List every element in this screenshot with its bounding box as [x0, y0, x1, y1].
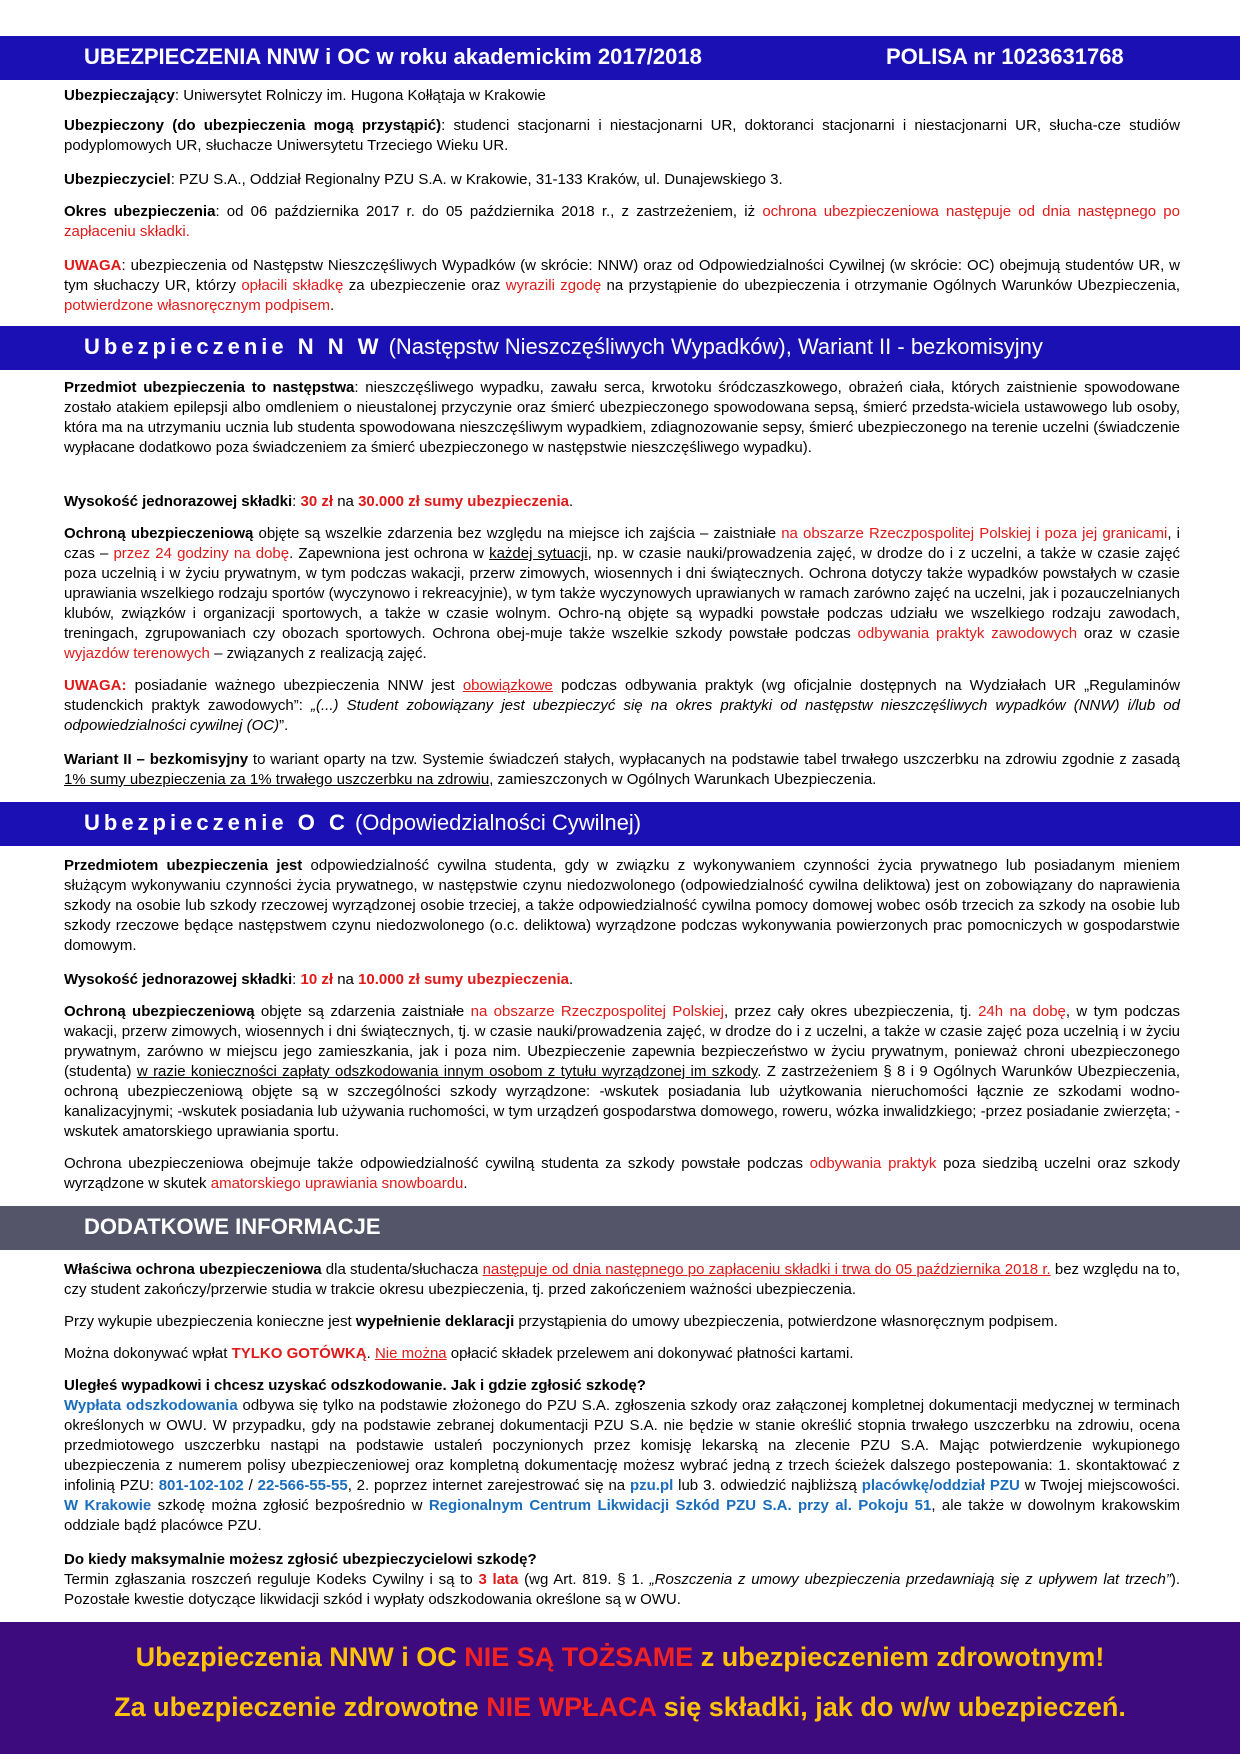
- info-claim-answer: Wypłata odszkodowania odbywa się tylko na podstawie złożonego do PZU S.A. zgłoszenia szkody oraz załączonej kompletnej dokumentacji medycznej w terminach określonych w OWU. W przypadku, gdy na podstawie zebranej dokumentacji PZU S.A. nie będzie w stanie określić stopnia trwałego uszczerbku na zdrowiu, ocena przedmiotowego uszczerbku nastąpi na podstawie ustaleń poczynionych przez komisję lekarską na zlecenie PZU S.A. Mając potwierdzenie wykupionego ubezpieczenia z numerem polisy ubezpieczeniowej oraz kompletną dokumentację możesz wybrać jedną z trzech ścieżek dalszego postepowania: 1. skontaktować z infolinią PZU: 801-102-102 / 22-566-55-55, 2. poprzez internet zarejestrować się na pzu.pl lub 3. odwiedzić najbliższą placówkę/oddział PZU w Twojej miejscowości. W Krakowie szkodę można zgłosić bezpośrednio w Regionalnym Centrum Likwidacji Szkód PZU S.A. przy al. Pokoju 51, ale także w dowolnym krakowskim oddziale bądź placówce PZU.: [64, 1397, 1180, 1534]
- nnw-premium-line: Wysokość jednorazowej składki: 30 zł na 30.000 zł sumy ubezpieczenia.: [64, 493, 574, 510]
- nnw-section-title: Ubezpieczenie N N W (Następstw Nieszczęśliwych Wypadków), Wariant II - bezkomisyjny: [84, 334, 1043, 359]
- insured-paragraph: Ubezpieczony (do ubezpieczenia mogą przystąpić): studenci stacjonarni i niestacjonarni UR, doktoranci stacjonarni i niestacjonarni UR, słucha-cze studiów podyplomowych UR, słuchacze Uniwersytetu Trzeciego Wieku UR.: [64, 117, 1180, 154]
- oc-section-band: [0, 802, 1240, 846]
- document-title: UBEZPIECZENIA NNW i OC w roku akademickim 2017/2018: [84, 44, 702, 69]
- footer-line-2: Za ubezpieczenie zdrowotne NIE WPŁACA się składki, jak do w/w ubezpieczeń.: [114, 1692, 1126, 1722]
- nnw-variant-paragraph: Wariant II – bezkomisyjny to wariant oparty na tzw. Systemie świadczeń stałych, wypłacanych na podstawie tabel trwałego uszczerbku na zdrowiu zgodnie z zasadą 1% sumy ubezpieczenia za 1% trwałego uszczerbku na zdrowiu, zamieszczonych w Ogólnych Warunkach Ubezpieczenia.: [64, 751, 1181, 788]
- info-protection-paragraph: Właściwa ochrona ubezpieczeniowa dla studenta/słuchacza następuje od dnia następnego po zapłaceniu składki i trwa do 05 października 2018 r. bez względu na to, czy student zakończy/przerwie studia w trakcie okresu ubezpieczenia, tj. przed zakończeniem ważności ubezpieczenia.: [64, 1261, 1180, 1298]
- info-section-band: [0, 1206, 1240, 1250]
- insurer-line: Ubezpieczający: Uniwersytet Rolniczy im. Hugona Kołłątaja w Krakowie: [64, 87, 546, 104]
- info-deadline-answer: Termin zgłaszania roszczeń reguluje Kodeks Cywilny i są to 3 lata (wg Art. 819. § 1. „Roszczenia z umowy ubezpieczenia przedawniają się z upływem lat trzech”). Pozostałe kwestie dotyczące likwidacji szkód i wypłaty odszkodowania określone są w OWU.: [64, 1571, 1180, 1608]
- oc-subject-paragraph: Przedmiotem ubezpieczenia jest odpowiedzialność cywilna studenta, gdy w związku z wykonywaniem czynności życia prywatnego lub posiadanym mieniem służącym wykonywaniu czynności życia prywatnego, w następstwie czynu niedozwolonego (odpowiedzialność cywilna deliktowa) jest on zobowiązany do naprawienia szkody na osobie lub szkody rzeczowej wyrządzonej osobie trzeciej, a także odpowiedzialność cywilna pomocy domowej wobec osób trzecich za szkody na osobie lub szkody rzeczowe będące następstwem czynu niedozwolonego (o.c. deliktowa) wyrządzone podczas wykonywania powierzonych prac pomocniczych w gospodarstwie domowym.: [64, 857, 1180, 954]
- info-claim-question: Uległeś wypadkowi i chcesz uzyskać odszkodowanie. Jak i gdzie zgłosić szkodę?: [64, 1377, 646, 1394]
- nnw-coverage-paragraph: Ochroną ubezpieczeniową objęte są wszelkie zdarzenia bez względu na miejsce ich zajścia – zaistniałe na obszarze Rzeczpospolitej Polskiej i poza jej granicami, i czas – przez 24 godziny na dobę. Zapewniona jest ochrona w każdej sytuacji, np. w czasie nauki/prowadzenia zajęć, w drodze do i z uczelni, a także w czasie zajęć poza uczelnią i w życiu prywatnym, w tym podczas wakacji, przerw zimowych, wiosennych i dni świątecznych. Ochrona dotyczy także wypadków powstałych w czasie uprawiania wszelkiego rodzaju sportów (wyczynowo i rekreacyjnie), w tym także wyczynowych uprawianych w ramach zarówno zajęć na uczelni, jak i pozauczelnianych klubów, związków i organizacji sportowych, a także w czasie wolnym. Ochro-ną objęte są wypadki powstałe podczas udziału we wszelkiego rodzaju zawodach, treningach, zgrupowaniach czy obozach sportowych. Ochrona obej-muje także wszelkie szkody powstałe podczas odbywania praktyk zawodowych oraz w czasie wyjazdów terenowych – związanych z realizacją zajęć.: [64, 525, 1180, 662]
- info-section-title: DODATKOWE INFORMACJE: [84, 1214, 381, 1239]
- period-paragraph: Okres ubezpieczenia: od 06 października 2017 r. do 05 października 2018 r., z zastrzeżeniem, iż ochrona ubezpieczeniowa następuje od dnia następnego po zapłaceniu składki.: [64, 203, 1180, 240]
- oc-premium-line: Wysokość jednorazowej składki: 10 zł na 10.000 zł sumy ubezpieczenia.: [64, 971, 574, 988]
- oc-extra-paragraph: Ochrona ubezpieczeniowa obejmuje także odpowiedzialność cywilną studenta za szkody powstałe podczas odbywania praktyk poza siedzibą uczelni oraz szkody wyrządzone w skutek amatorskiego uprawiania snowboardu.: [64, 1155, 1180, 1192]
- oc-coverage-paragraph: Ochroną ubezpieczeniową objęte są zdarzenia zaistniałe na obszarze Rzeczpospolitej Polskiej, przez cały okres ubezpieczenia, tj. 24h na dobę, w tym podczas wakacji, przerw zimowych, wiosennych i dni świątecznych, tj. w czasie nauki/prowadzenia zajęć, w drodze do i z uczelni, a także w czasie zajęć poza uczelnią i w życiu prywatnym, zarówno w miejscu jego zamieszkania, jak i poza nim. Ubezpieczenie zapewnia bezpieczeństwo w życiu prywatnym, ponieważ chroni ubezpieczonego (studenta) w razie konieczności zapłaty odszkodowania innym osobom z tytułu wyrządzonej im szkody. Z zastrzeżeniem § 8 i 9 Ogólnych Warunków Ubezpieczenia, ochroną ubezpieczeniową objęte są w szczególności szkody wyrządzone: -wskutek posiadania lub użytkowania nieruchomości łącznie ze szkodami wodno-kanalizacyjnymi; -wskutek posiadania lub używania ruchomości, w tym urządzeń gospodarstwa domowego, roweru, wózka inwalidzkiego; -przez posiadanie zwierzęta; -wskutek amatorskiego uprawiania sportu.: [64, 1003, 1180, 1140]
- footer-line-1: Ubezpieczenia NNW i OC NIE SĄ TOŻSAME z ubezpieczeniem zdrowotnym!: [135, 1642, 1105, 1672]
- oc-section-title: Ubezpieczenie O C (Odpowiedzialności Cywilnej): [84, 810, 642, 835]
- underwriter-line: Ubezpieczyciel: PZU S.A., Oddział Regionalny PZU S.A. w Krakowie, 31-133 Kraków, ul. Dunajewskiego 3.: [64, 171, 783, 188]
- footer-banner: [0, 1622, 1240, 1754]
- policy-number: POLISA nr 1023631768: [886, 44, 1124, 69]
- nnw-note-paragraph: UWAGA: posiadanie ważnego ubezpieczenia NNW jest obowiązkowe podczas odbywania praktyk (wg oficjalnie dostępnych na Wydziałach UR „Regulaminów studenckich praktyk zawodowych”: „(...) Student zobowiązany jest ubezpieczyć się na okres praktyki od następstw nieszczęśliwych wypadków (NNW) i/lub od odpowiedzialności cywilnej (OC)”.: [64, 677, 1180, 734]
- info-deadline-question: Do kiedy maksymalnie możesz zgłosić ubezpieczycielowi szkodę?: [64, 1551, 537, 1568]
- intro-note-paragraph: UWAGA: ubezpieczenia od Następstw Nieszczęśliwych Wypadków (w skrócie: NNW) oraz od Odpowiedzialności Cywilnej (w skrócie: OC) obejmują studentów UR, w tym słuchaczy UR, którzy opłacili składkę za ubezpieczenie oraz wyrazili zgodę na przystąpienie do ubezpieczenia i otrzymanie Ogólnych Warunków Ubezpieczenia, potwierdzone własnoręcznym podpisem.: [64, 257, 1180, 314]
- info-payment-line: Można dokonywać wpłat TYLKO GOTÓWKĄ. Nie można opłacić składek przelewem ani dokonywać płatności kartami.: [64, 1345, 854, 1362]
- nnw-section-band: [0, 326, 1240, 370]
- header-band: [0, 36, 1240, 80]
- nnw-subject-paragraph: Przedmiot ubezpieczenia to następstwa: nieszczęśliwego wypadku, zawału serca, krwotoku śródczaszkowego, obrażeń ciała, których zaistnienie spowodowane zostało atakiem epilepsji albo omdleniem o nieustalonej przyczynie oraz śmierć ubezpieczonego spowodowana sepsą, śmierć przedsta-wiciela ustawowego lub osoby, która ma na utrzymaniu ucznia lub studenta spowodowana nieszczęśliwym wypadkiem, zdiagnozowanie sepsy, śmierć ubezpieczonego na terenie uczelni (świadczenie wypłacane dodatkowo poza świadczeniem za śmierć ubezpieczonego w następstwie nieszczęśliwego wypadku).: [64, 379, 1180, 456]
- info-declaration-line: Przy wykupie ubezpieczenia konieczne jest wypełnienie deklaracji przystąpienia do umowy ubezpieczenia, potwierdzone własnoręcznym podpisem.: [64, 1313, 1058, 1330]
